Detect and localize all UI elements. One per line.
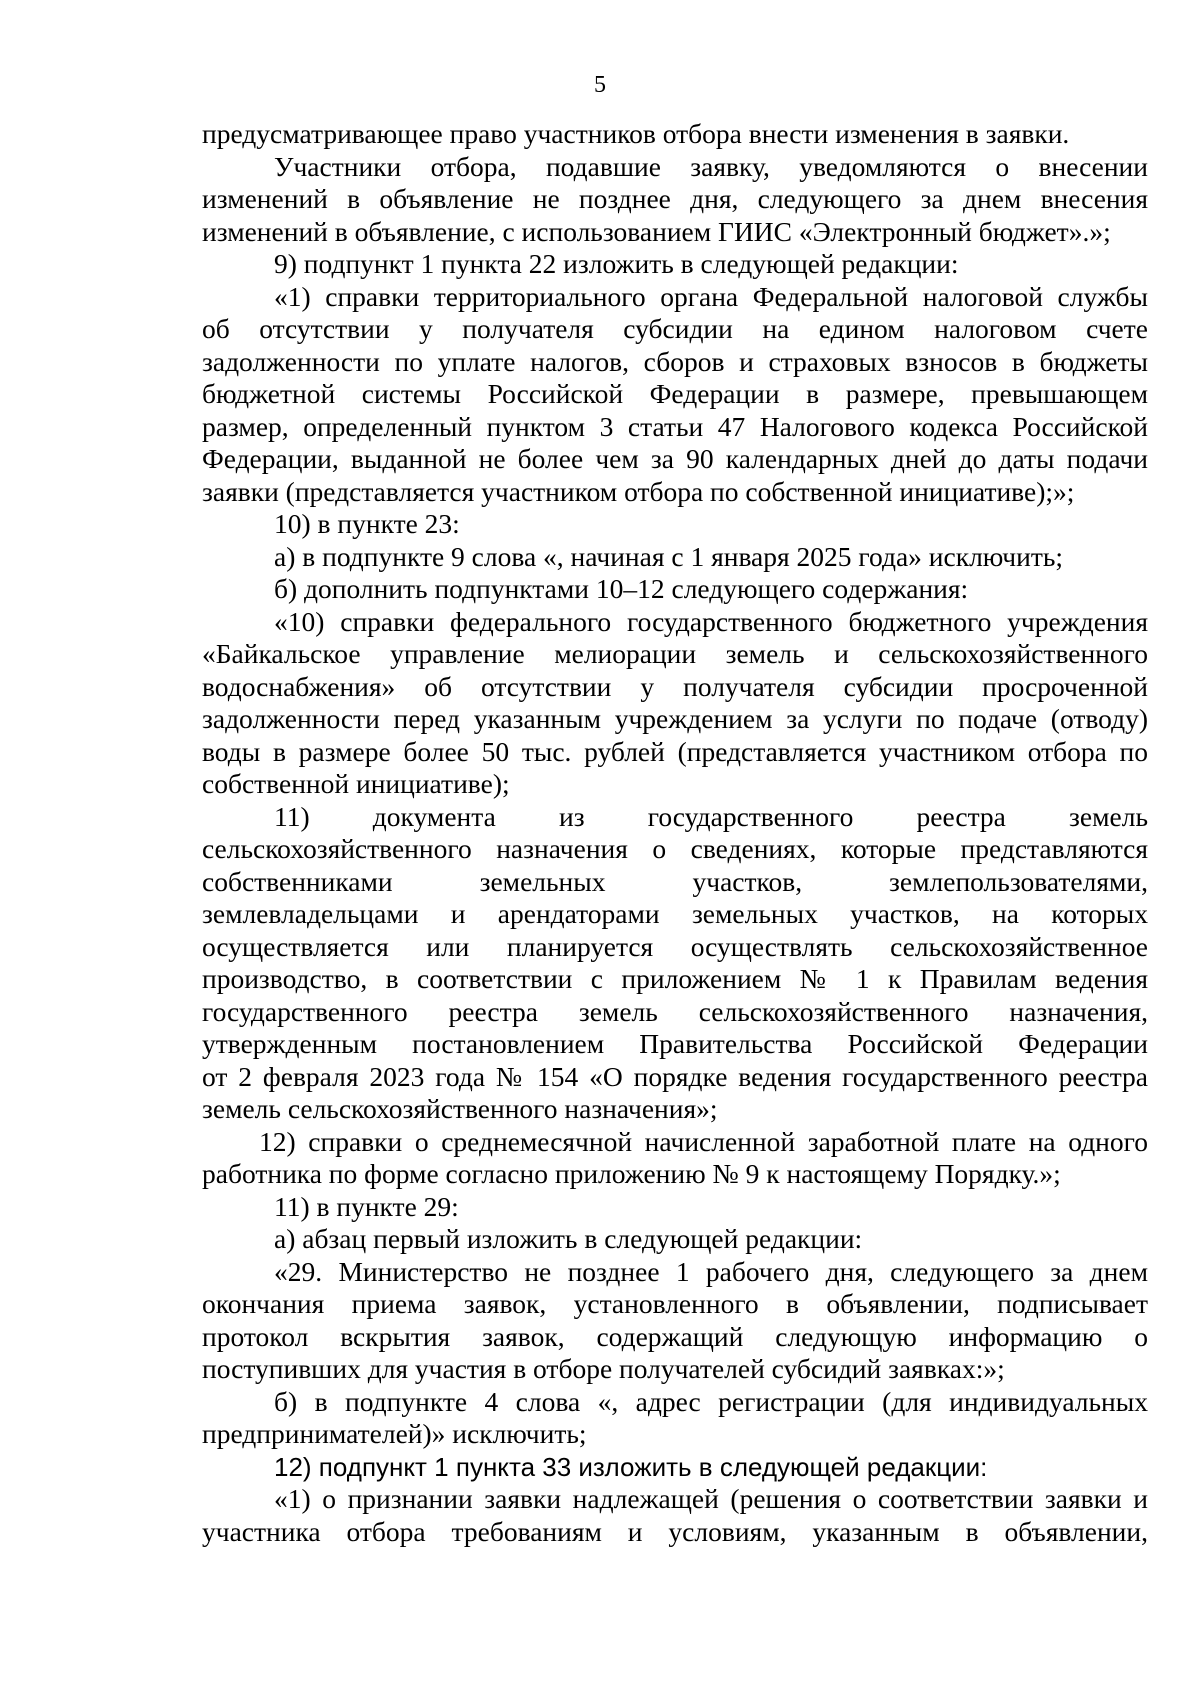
text-line: работника по форме согласно приложению № 9 к настоящему Порядку.»; [202,1158,1061,1189]
text-line: задолженности перед указанным учреждением за услуги по подаче (отводу) [202,703,1148,734]
text-line: осуществляется или планируется осуществлять сельскохозяйственное [202,930,1148,962]
text-line: собственниками земельных участков, землепользователями, [202,865,1148,897]
text-line: водоснабжения» об отсутствии у получателя субсидии просроченной [202,670,1148,702]
text-line: «1) о признании заявки надлежащей (решения о соответствии заявки и [274,1483,1148,1514]
text-line: б) в подпункте 4 слова «, адрес регистрации (для индивидуальных [274,1385,1148,1417]
text-line: Федерации, выданной не более чем за 90 календарных дней до даты подачи [202,443,1148,474]
text-line: бюджетной системы Российской Федерации в размере, превышающем [202,378,1148,409]
text-line: 9) подпункт 1 пункта 22 изложить в следующей редакции: [274,248,959,279]
text-line: от 2 февраля 2023 года № 154 «О порядке ведения государственного реестра [202,1060,1148,1092]
document-body [202,118,1148,1548]
text-line: землевладельцами и арендаторами земельных участков, на которых [202,898,1148,929]
text-line: собственной инициативе); [202,768,510,799]
text-line: заявки (представляется участником отбора по собственной инициативе);»; [202,475,1075,507]
text-line: «Байкальское управление мелиорации земель и сельскохозяйственного [202,638,1148,669]
text-line: а) абзац первый изложить в следующей редакции: [274,1223,863,1254]
text-line: предусматривающее право участников отбора внести изменения в заявки. [202,118,1070,149]
text-line: воды в размере более 50 тыс. рублей (представляется участником отбора по [202,735,1148,767]
text-line: 12) подпункт 1 пункта 33 изложить в следующей редакции: [274,1451,988,1482]
text-line: изменений в объявление, с использованием ГИИС «Электронный бюджет».»; [202,215,1111,247]
text-line: а) в подпункте 9 слова «, начиная с 1 января 2025 года» исключить; [274,540,1064,572]
text-line: б) дополнить подпунктами 10–12 следующего содержания: [274,573,969,604]
text-line: участника отбора требованиям и условиям, указанным в объявлении, [202,1515,1148,1547]
text-line: предпринимателей)» исключить; [202,1418,587,1449]
text-line: об отсутствии у получателя субсидии на едином налоговом счете [202,313,1148,344]
text-line: 11) в пункте 29: [274,1190,459,1222]
text-line: земель сельскохозяйственного назначения»; [202,1093,718,1124]
text-line: Участники отбора, подавшие заявку, уведомляются о внесении [274,150,1148,182]
text-line: 11) документа из государственного реестра земель [274,800,1148,832]
text-line: задолженности по уплате налогов, сборов и страховых взносов в бюджеты [202,345,1148,377]
text-line: 12) справки о среднемесячной начисленной заработной плате на одного [259,1125,1148,1157]
text-line: окончания приема заявок, установленного в объявлении, подписывает [202,1288,1148,1319]
text-line: 10) в пункте 23: [274,508,460,539]
page-number: 5 [594,72,606,98]
text-line: поступивших для участия в отборе получателей субсидий заявках:»; [202,1353,1005,1384]
text-line: протокол вскрытия заявок, содержащий следующую информацию о [202,1320,1148,1352]
text-line: государственного реестра земель сельскохозяйственного назначения, [202,995,1148,1027]
text-line: «29. Министерство не позднее 1 рабочего дня, следующего за днем [274,1255,1148,1287]
text-line: производство, в соответствии с приложением № 1 к Правилам ведения [202,963,1148,994]
text-line: «1) справки территориального органа Федеральной налоговой службы [274,280,1148,312]
text-line: утвержденным постановлением Правительства Российской Федерации [202,1028,1148,1059]
text-line: размер, определенный пунктом 3 статьи 47 Налогового кодекса Российской [202,410,1148,442]
text-line: сельскохозяйственного назначения о сведениях, которые представляются [202,833,1148,864]
text-line: изменений в объявление не позднее дня, следующего за днем внесения [202,183,1148,214]
text-line: «10) справки федерального государственного бюджетного учреждения [274,605,1148,637]
